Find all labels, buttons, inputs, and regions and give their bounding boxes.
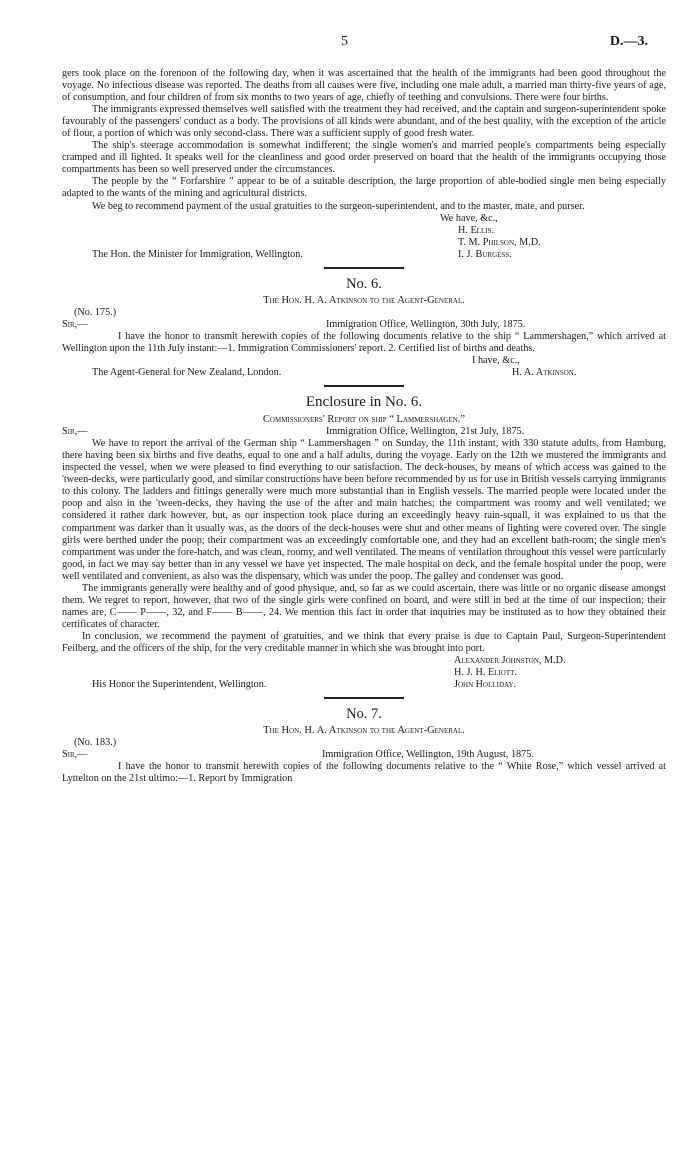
letter-title: The Hon. H. A. Atkinson to the Agent-General. [263, 725, 465, 737]
addressee: The Agent-General for New Zealand, London. [92, 367, 282, 379]
letter-reference: (No. 175.) [74, 306, 117, 318]
section-divider [324, 697, 404, 699]
letter-body: I have the honor to transmit herewith copies of the following documents relative to the “ White Rose,” which vessel arrived at Lyttelton on the 21st ultimo:—1. Report by Immigration [62, 761, 666, 785]
salutation: Sir,— [62, 426, 88, 438]
letter-body: I have the honor to transmit herewith copies of the following documents relative to the ship “ Lammershagen,” which arrived at Wellington upon the 11th July instant:—1. Immigration Commissioners' report. 2. Certified list of births and deaths. [62, 330, 666, 354]
letter-reference: (No. 183.) [74, 737, 117, 749]
paragraph-forfarshire: The people by the “ Forfarshire ” appear to be of a suitable description, the large proportion of able-bodied single men being especially adapted to the wants of the mining and agricultural districts. [62, 176, 666, 200]
signer-name: H. A. Atkinson. [512, 367, 577, 379]
document-reference: D.—3. [609, 34, 648, 49]
section-heading: No. 6. [346, 275, 382, 292]
paragraph-steerage: The ship's steerage accommodation is somewhat indifferent; the single women's and married people's compartments being especially cramped and ill lighted. It speaks well for the cleanliness and good order preserved on board that the health of the immigrants occupying those compartments has been so well preserved under the circumstances. [62, 140, 666, 176]
paragraph-gratuities: We beg to recommend payment of the usual gratuities to the surgeon-superintendent, and to the master, mate, and purser. [92, 200, 585, 212]
addressee: The Hon. the Minister for Immigration, Wellington. [92, 248, 303, 260]
page-number: 5 [341, 34, 348, 49]
section-heading: No. 7. [346, 706, 382, 723]
report-paragraph: In conclusion, we recommend the payment of gratuities, and we think that every praise is due to Captain Paul, Surgeon-Superintendent Feilberg, and the officers of the ship, for the very creditable manner in which she was brought into port. [62, 630, 666, 654]
report-paragraph: We have to report the arrival of the German ship “ Lammershagen ” on Sunday, the 11th instant, with 330 statute adults, from Hamburg, there having been six births and five deaths, equal to one and a half adults, during the voyage. Early on the 12th we mustered the immigrants and inspected the vessel, when we were pleased to find everything to our satisfaction. The deck-houses, by means of which access was gained to the 'tween-decks, were particularly good, and similar constructions have been before recommended by us for use in British vessels carrying immigrants to this colony. The ladders and fittings generally were much more substantial than in English vessels. The married people were located under the poop and also in the 'tween-decks, they having the use of the after and main hatches; the compartment was roomy and well ventilated; we considered it rather dark however, but, as our inspection took place during an exceedingly heavy rain-squall, it was explained to us that the compartment was darker than it usually was, as the doors of the deck-houses were shut and other means of lighting were covered over. The single girls were berthed under the poop; their compartment was an exceedingly comfortable one, and they had an excellent bath-room; the single men's compartment was under the fore-hatch, and was clean, roomy, and well ventilated. The means of ventilation throughout this vessel were particularly good, in fact we may say better than in any vessel we have yet inspected. The male hospital on deck, and the female hospital under the poop, were well ventilated and convenient, as also was the dispensary, which was under the poop. The galley and condenser was good. [62, 438, 666, 582]
section-heading: Enclosure in No. 6. [305, 394, 423, 411]
signer-name: Alexander Johnston, M.D. [454, 655, 566, 667]
signer-name: H. Ellis. [458, 224, 494, 236]
letter-title: The Hon. H. A. Atkinson to the Agent-General. [263, 294, 465, 306]
enclosure-title: Commissioners' Report on ship “ Lammershagen.” [262, 414, 466, 426]
signer-name: I. J. Burgess. [458, 248, 512, 260]
signature-block-1 [62, 213, 666, 261]
addressee: His Honor the Superintendent, Wellington. [92, 679, 267, 691]
letter-no-6 [62, 275, 666, 379]
report-paragraph: The immigrants generally were healthy and of good physique, and, so far as we could ascertain, there was little or no organic disease amongst them. We regret to report, however, that two of the single girls were confined on board, and were still in bed at the time of our inspection; their names are, C—— P——, 32, and F—— B——, 24. We mention this fact in order that inquiries may be instituted as to how they obtained their certificates of character. [62, 582, 666, 630]
salutation: Sir,— [62, 318, 88, 330]
signer-name: T. M. Philson, M.D. [458, 236, 541, 248]
closing: I have, &c., [472, 354, 520, 366]
paragraph-immigrant-satisfaction: The immigrants expressed themselves well satisfied with the treatment they had received, and the captain and surgeon-superintendent spoke favourably of the passengers' conduct as a body. The provisions of all kinds were abundant, and of the best quality, with the exception of the article of flour, a portion of which was only second-class. There was a sufficient supply of good fresh water. [62, 104, 666, 140]
document-body [62, 68, 666, 785]
paragraph-health-report: gers took place on the forenoon of the following day, when it was ascertained that the health of the immigrants had been good throughout the voyage. No infectious disease was reported. The deaths from all causes were five, including one male adult, a married man thirty-five years of age, of consumption, and four children of from six months to two years of age, chiefly of teething and convulsions. There were four births. [62, 68, 666, 104]
signer-name: John Holliday. [454, 679, 517, 691]
section-divider [324, 385, 404, 387]
signer-name: H. J. H. Eliott. [454, 667, 517, 679]
place-date: Immigration Office, Wellington, 21st July, 1875. [326, 426, 525, 438]
place-date: Immigration Office, Wellington, 30th July, 1875. [326, 318, 526, 330]
section-divider [324, 267, 404, 269]
place-date: Immigration Office, Wellington, 19th August, 1875. [322, 749, 534, 761]
closing: We have, &c., [440, 212, 498, 224]
enclosure-no-6 [62, 393, 666, 691]
salutation: Sir,— [62, 749, 88, 761]
letter-no-7 [62, 705, 666, 785]
